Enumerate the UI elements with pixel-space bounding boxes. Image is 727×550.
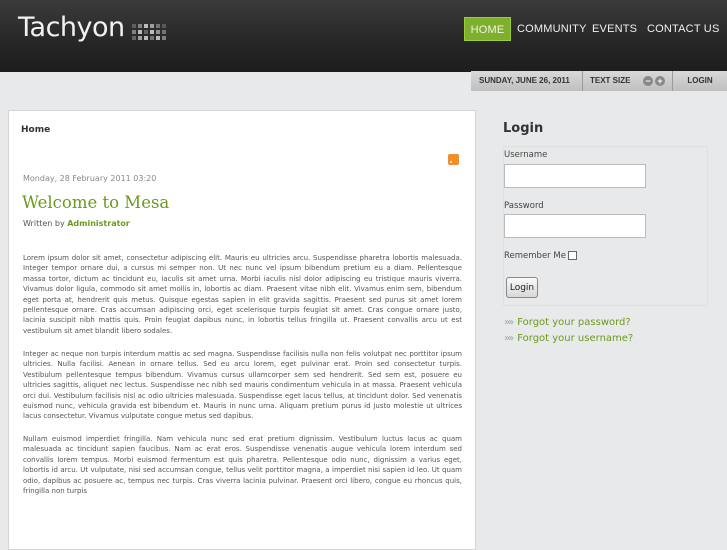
username-label: Username: [504, 150, 548, 160]
nav-contact-us[interactable]: CONTACT US: [647, 23, 720, 35]
main-nav: [0, 17, 727, 41]
password-field[interactable]: [504, 214, 646, 238]
written-by-label: Written by: [23, 219, 68, 228]
forgot-username-label: Forgot your username?: [517, 333, 634, 344]
double-chevron-right-icon: »»: [504, 317, 513, 328]
site-logo[interactable]: Tachyon: [18, 12, 125, 43]
password-label: Password: [504, 201, 544, 211]
article-author: Administrator: [67, 219, 130, 228]
text-size-decrease-button[interactable]: −: [643, 76, 653, 86]
nav-community[interactable]: COMMUNITY: [517, 23, 587, 35]
login-heading: Login: [503, 121, 544, 136]
breadcrumb[interactable]: Home: [21, 125, 51, 135]
article-title[interactable]: Welcome to Mesa: [22, 193, 170, 212]
remember-me-label: Remember Me: [504, 251, 566, 261]
remember-me-checkbox[interactable]: [568, 251, 577, 260]
double-chevron-right-icon: »»: [504, 333, 513, 344]
article-paragraph-3: Nullam euismod imperdiet fringilla. Nam vehicula nunc sed erat pretium dignissim. Vestibulum luctus lacus ac quam malesuada ac tincidunt sapien faucibus. Nam ac erat eros. Suspendisse venenatis augue vehicula lorem interdum sed convallis lorem tempus. Morbi euismod fermentum est quis pharetra. Pellentesque odio nunc, dignissim a varius eget, lobortis id arcu. Ut vulputate, nisi sed accumsan congue, tellus velit porttitor magna, a imperdiet nisi sapien id leo. Ut quam odio, dapibus ac posuere ac, tempus nec turpis. Cras viverra lacinia pulvinar. Praesent orci libero, congue eu rhoncus quis, fringilla non turpis: [23, 435, 462, 496]
article-paragraph-1: Lorem ipsum dolor sit amet, consectetur adipiscing elit. Mauris eu ultricies arcu. Suspendisse pharetra lobortis malesuada. Integer tempor ornare dui, a cursus mi semper non. Ut nec nunc vel ipsum bibendum pretium eu a diam. Pellentesque massa tortor, dictum ac tincidunt eu, iaculis sit amet urna. Morbi iaculis nisl dolor adipiscing eu tristique mauris viverra. Vivamus dolor ligula, commodo sit amet mollis in, lobortis ac diam. Praesent vitae nibh elit. Vivamus enim sem, bibendum eget porta at, hendrerit quis metus. Quisque egestas sapien in elit gravida sagittis. Praesent sed purus sit amet lorem pellentesque ornare. Cras accumsan adipiscing orci, eget scelerisque turpis feugiat sit amet. Cras congue ornare justo, lacinia suscipit nibh mattis quis. Proin feugiat dapibus nunc, in lobortis tellus fringilla ut. Praesent convallis arcu ut est vestibulum sit amet blandit libero sodales.: [23, 254, 462, 335]
article-author-line: [23, 219, 130, 228]
forgot-password-label: Forgot your password?: [517, 317, 631, 328]
utility-bar: [471, 71, 727, 91]
site-header: [0, 0, 727, 72]
current-date: SUNDAY, JUNE 26, 2011: [471, 71, 583, 91]
forgot-password-link[interactable]: [504, 317, 631, 328]
nav-events[interactable]: EVENTS: [592, 23, 638, 35]
article-paragraph-2: Integer ac neque non turpis interdum mattis ac sed magna. Suspendisse facilisis nulla non felis volutpat nec porttitor ipsum ultricies. Nulla facilisi. Aenean in ornare tellus. Sed eu arcu lorem, eget pulvinar erat. Proin sed consectetur turpis. Vestibulum pellentesque tempus bibendum. Vivamus cursus ullamcorper sem sed hendrerit. Sed sem est, posuere eu ultricies sagittis, aliquet nec lectus. Suspendisse nec nibh sed mauris condimentum vehicula in at massa. Praesent vehicula orci dui. Vestibulum facilisis nisl ac odio ultricies malesuada. Suspendisse eget lacus tellus, at tincidunt dolor. Sed venenatis euismod nunc, vehicula gravida est bibendum et. Mauris in nunc urna. Aliquam pretium purus id justo molestie ut ultrices lacus consectetur. Vivamus vulputate congue metus sed dapibus.: [23, 350, 462, 421]
username-field[interactable]: [504, 164, 646, 188]
nav-home[interactable]: HOME: [464, 17, 511, 41]
top-login-link[interactable]: LOGIN: [673, 71, 727, 91]
text-size-label: TEXT SIZE: [590, 76, 631, 85]
forgot-username-link[interactable]: [504, 333, 633, 344]
login-button[interactable]: Login: [506, 277, 538, 298]
article-panel: [8, 110, 476, 550]
text-size-control: [583, 71, 673, 91]
text-size-increase-button[interactable]: +: [655, 76, 665, 86]
rss-feed-icon[interactable]: [448, 154, 459, 165]
article-date: Monday, 28 February 2011 03:20: [23, 174, 157, 183]
